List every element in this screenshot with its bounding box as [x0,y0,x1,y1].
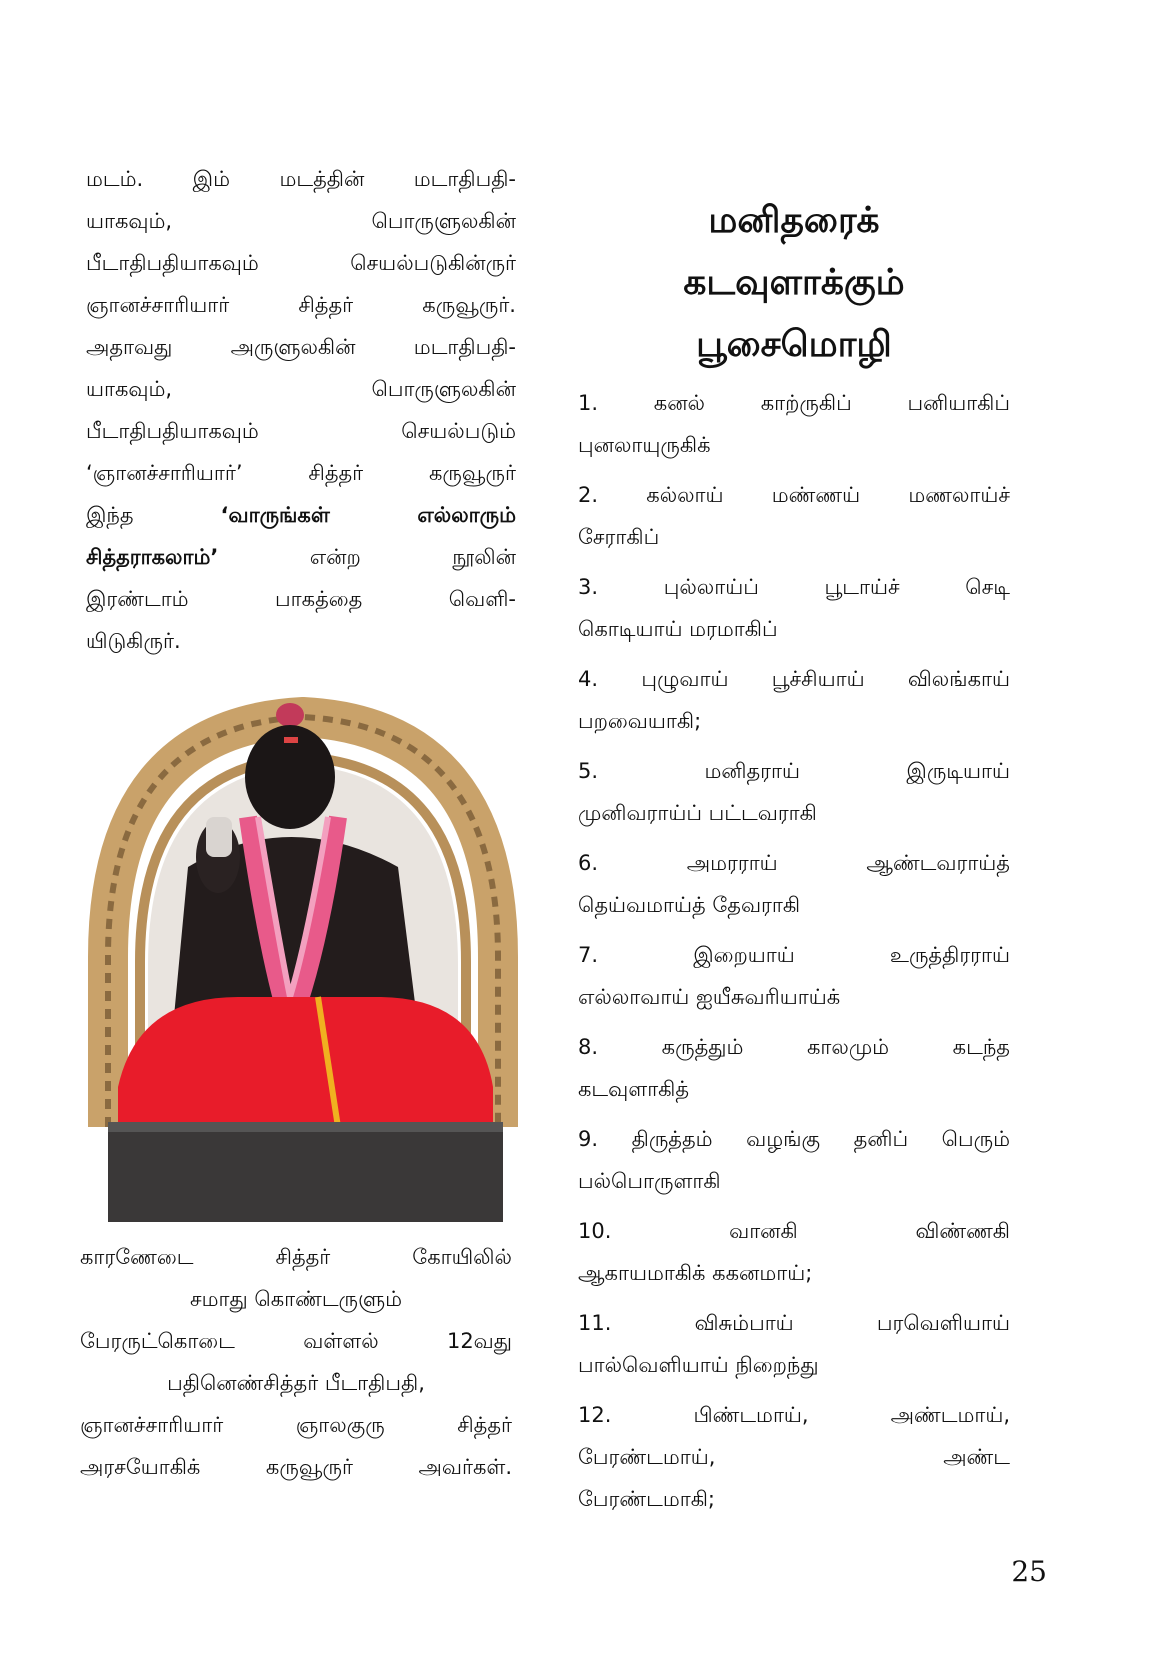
verse-item [578,1118,1010,1202]
left-text-prefix: இந்த [86,503,221,527]
verse-line-1: 7. இறையாய் உருத்திரராய் [578,943,1010,967]
left-text-line [86,494,516,536]
verse-line-1: 10. வானகி விண்ணகி [578,1219,1010,1243]
verse-line-2: கடவுளாகித் [578,1077,690,1101]
verse-line-3: பேரண்டமாகி; [578,1487,715,1511]
left-text-line: மடம். இம் மடத்தின் மடாதிபதி- [86,167,516,191]
verse-line-1: 12. பிண்டமாய், அண்டமாய், [578,1403,1010,1427]
book-title-part1: ‘வாருங்கள் எல்லாரும் [220,503,516,527]
caption-line: ஞானச்சாரியார் ஞாலகுரு சித்தர் [80,1413,512,1437]
verse-line-2: சேராகிப் [578,525,660,549]
left-text-suffix: என்ற நூலின் [218,545,516,569]
verse-line-2: புனலாயுருகிக் [578,433,711,457]
poem-title [578,190,1010,376]
verse-item [578,566,1010,650]
verse-item [578,1302,1010,1386]
verse-line-1: 3. புல்லாய்ப் பூடாய்ச் செடி [578,575,1010,599]
verse-line-2: தெய்வமாய்த் தேவராகி [578,893,801,917]
left-text-line: அதாவது அருளுலகின் மடாதிபதி- [86,335,516,359]
verse-line-1: 2. கல்லாய் மண்ணய் மணலாய்ச் [578,483,1010,507]
siddhar-statue-photo [78,697,528,1222]
left-text-line: ‘ஞானச்சாரியார்’ சித்தர் கருவூருர் [86,461,516,485]
verse-line-2: பறவையாகி; [578,709,702,733]
left-text-line: யாகவும், பொருளுலகின் [86,209,516,233]
verse-item [578,1026,1010,1110]
caption-line: சமாது கொண்டருளும் [189,1287,403,1311]
verse-item [578,750,1010,834]
page-number: 25 [1011,1555,1047,1588]
title-line: கடவுளாக்கும் [683,262,905,303]
verse-line-2: பால்வெளியாய் நிறைந்து [578,1353,819,1377]
verse-line-2: எல்லாவாய் ஐயீசுவரியாய்க் [578,985,841,1009]
book-title-part2: சித்தராகலாம்’ [86,545,219,569]
verse-item [578,842,1010,926]
left-text-line: யிடுகிருர். [86,629,181,653]
left-text-line: ஞானச்சாரியார் சித்தர் கருவூருர். [86,293,516,317]
verse-line-2: ஆகாயமாகிக் ககனமாய்; [578,1261,813,1285]
left-text-line: இரண்டாம் பாகத்தை வெளி- [86,587,516,611]
left-text-line: பீடாதிபதியாகவும் செயல்படும் [86,419,516,443]
caption-line: காரணேடை சித்தர் கோயிலில் [80,1245,512,1269]
verse-item [578,474,1010,558]
verse-line-1: 9. திருத்தம் வழங்கு தனிப் பெரும் [578,1127,1010,1151]
left-text-line: யாகவும், பொருளுலகின் [86,377,516,401]
left-text-line: பீடாதிபதியாகவும் செயல்படுகின்ருர் [86,251,516,275]
verse-line-1: 6. அமரராய் ஆண்டவராய்த் [578,851,1010,875]
verse-item [578,658,1010,742]
photo-caption [80,1236,512,1488]
verse-line-2: கொடியாய் மரமாகிப் [578,617,778,641]
verse-item [578,1210,1010,1294]
right-column [578,190,1010,1520]
caption-line: அரசயோகிக் கருவூருர் அவர்கள். [80,1455,512,1479]
verse-item [578,382,1010,466]
left-column [86,158,516,662]
verse-line-1: 11. விசும்பாய் பரவெளியாய் [578,1311,1010,1335]
title-line: மனிதரைக் [708,200,880,241]
verse-line-1: 1. கனல் காற்ருகிப் பனியாகிப் [578,391,1010,415]
verse-item [578,934,1010,1018]
verse-line-1: 5. மனிதராய் இருடியாய் [578,759,1010,783]
verse-line-2: பல்பொருளாகி [578,1169,721,1193]
caption-line: பதினெண்சித்தர் பீடாதிபதி, [167,1371,425,1395]
verse-line-1: 8. கருத்தும் காலமும் கடந்த [578,1035,1010,1059]
verse-item [578,1394,1010,1520]
verse-line-2: முனிவராய்ப் பட்டவராகி [578,801,817,825]
title-line: பூசைமொழி [696,324,892,365]
caption-line: பேரருட்கொடை வள்ளல் 12வது [80,1329,512,1353]
left-text-line [86,536,516,578]
verse-line-1: 4. புழுவாய் பூச்சியாய் விலங்காய் [578,667,1010,691]
verse-line-2: பேரண்டமாய், அண்ட [578,1445,1010,1469]
